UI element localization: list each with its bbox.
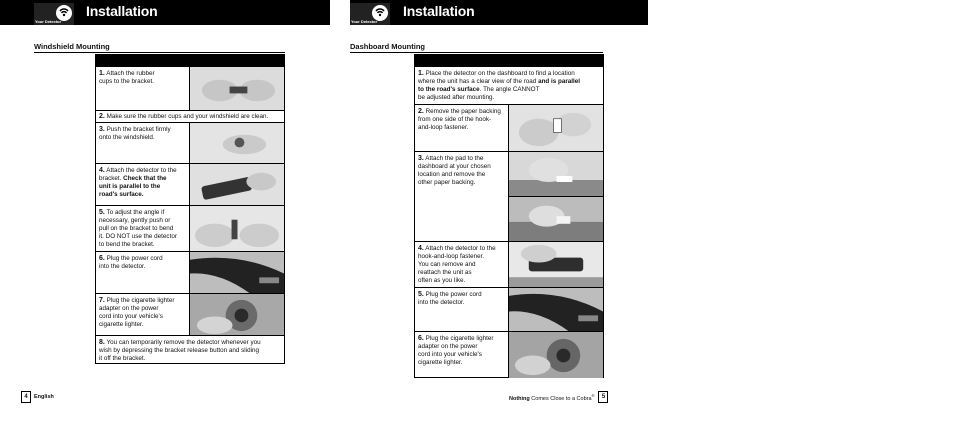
step-text: 1. Attach the rubber cups to the bracket. bbox=[99, 70, 155, 85]
footer-language: English bbox=[34, 394, 54, 400]
step-1 bbox=[96, 66, 284, 110]
step-7 bbox=[96, 293, 284, 335]
section-title-dashboard: Dashboard Mounting bbox=[350, 42, 425, 51]
footer-right bbox=[509, 391, 608, 403]
step-4 bbox=[415, 241, 603, 287]
step-text: 7. Plug the cigarette lighter adapter on the power cord into your vehicle's cigarette lighter. bbox=[99, 297, 175, 328]
dashboard-steps-panel bbox=[414, 54, 604, 378]
step-2 bbox=[415, 104, 603, 151]
step-text: 4. Attach the detector to the bracket. Check that the unit is parallel to the road's surface. bbox=[99, 167, 177, 198]
step-text: 2. Make sure the rubber cups and your windshield are clean. bbox=[99, 113, 269, 120]
step-photo bbox=[189, 206, 284, 251]
step-text: 1. Place the detector on the dashboard to find a location where the unit has a clear view of the road and is parallel to the road's surface. The angle CANNOT be adjusted after mounting. bbox=[418, 70, 581, 101]
step-photo bbox=[189, 164, 284, 205]
step-text: 5. Plug the power cord into the detector. bbox=[418, 291, 482, 306]
footer-left bbox=[21, 391, 54, 403]
step-photo bbox=[508, 152, 603, 196]
step-photo bbox=[508, 242, 603, 287]
windshield-steps-panel bbox=[95, 54, 285, 364]
detector-badge bbox=[350, 3, 390, 25]
step-6 bbox=[96, 251, 284, 293]
step-6 bbox=[415, 331, 603, 378]
section-rule bbox=[34, 52, 285, 53]
detector-badge bbox=[34, 3, 74, 25]
section-rule bbox=[350, 52, 603, 53]
step-text: 8. You can temporarily remove the detector whenever you wish by depressing the bracket release button and sliding it off the bracket. bbox=[99, 339, 261, 362]
section-title-windshield: Windshield Mounting bbox=[34, 42, 110, 51]
step-photo bbox=[189, 123, 284, 163]
step-text: 6. Plug the cigarette lighter adapter on the power cord into your vehicle's cigarette lighter. bbox=[418, 335, 494, 366]
badge-label: Your Detector bbox=[35, 19, 62, 24]
footer-tagline: Nothing Comes Close to a Cobra® bbox=[509, 392, 595, 402]
step-text: 2. Remove the paper backing from one side of the hook- and-loop fastener. bbox=[418, 108, 501, 131]
step-photo bbox=[189, 294, 284, 335]
step-4 bbox=[96, 163, 284, 205]
page-number: 5 bbox=[598, 391, 608, 403]
left-header-bar bbox=[0, 0, 330, 25]
page-title: Installation bbox=[403, 3, 475, 19]
step-photo bbox=[508, 288, 603, 331]
page-title: Installation bbox=[86, 3, 158, 19]
badge-label: Your Detector bbox=[351, 19, 378, 24]
right-header-bar bbox=[350, 0, 648, 25]
step-photo bbox=[189, 67, 284, 110]
step-photo bbox=[508, 196, 603, 241]
step-2 bbox=[96, 110, 284, 122]
step-text: 4. Attach the detector to the hook-and-loop fastener. You can remove and reattach the unit as often as you like. bbox=[418, 245, 496, 284]
step-photo bbox=[508, 105, 603, 151]
step-text: 3. Attach the pad to the dashboard at your chosen location and remove the other paper backing. bbox=[418, 155, 491, 186]
step-8 bbox=[96, 335, 284, 364]
step-text: 6. Plug the power cord into the detector. bbox=[99, 255, 163, 270]
page-number: 4 bbox=[21, 391, 31, 403]
step-photo bbox=[189, 252, 284, 293]
panel-header-bar bbox=[415, 55, 603, 66]
step-3 bbox=[415, 151, 603, 241]
step-text: 3. Push the bracket firmly onto the windshield. bbox=[99, 126, 171, 141]
step-3 bbox=[96, 122, 284, 163]
step-photo bbox=[508, 332, 603, 378]
step-text: 5. To adjust the angle if necessary, gently push or pull on the bracket to bend it. DO NOT use the detector to bend the bracket. bbox=[99, 209, 177, 248]
step-1 bbox=[415, 66, 603, 104]
step-5 bbox=[415, 287, 603, 331]
step-5 bbox=[96, 205, 284, 251]
panel-header-bar bbox=[96, 55, 284, 66]
